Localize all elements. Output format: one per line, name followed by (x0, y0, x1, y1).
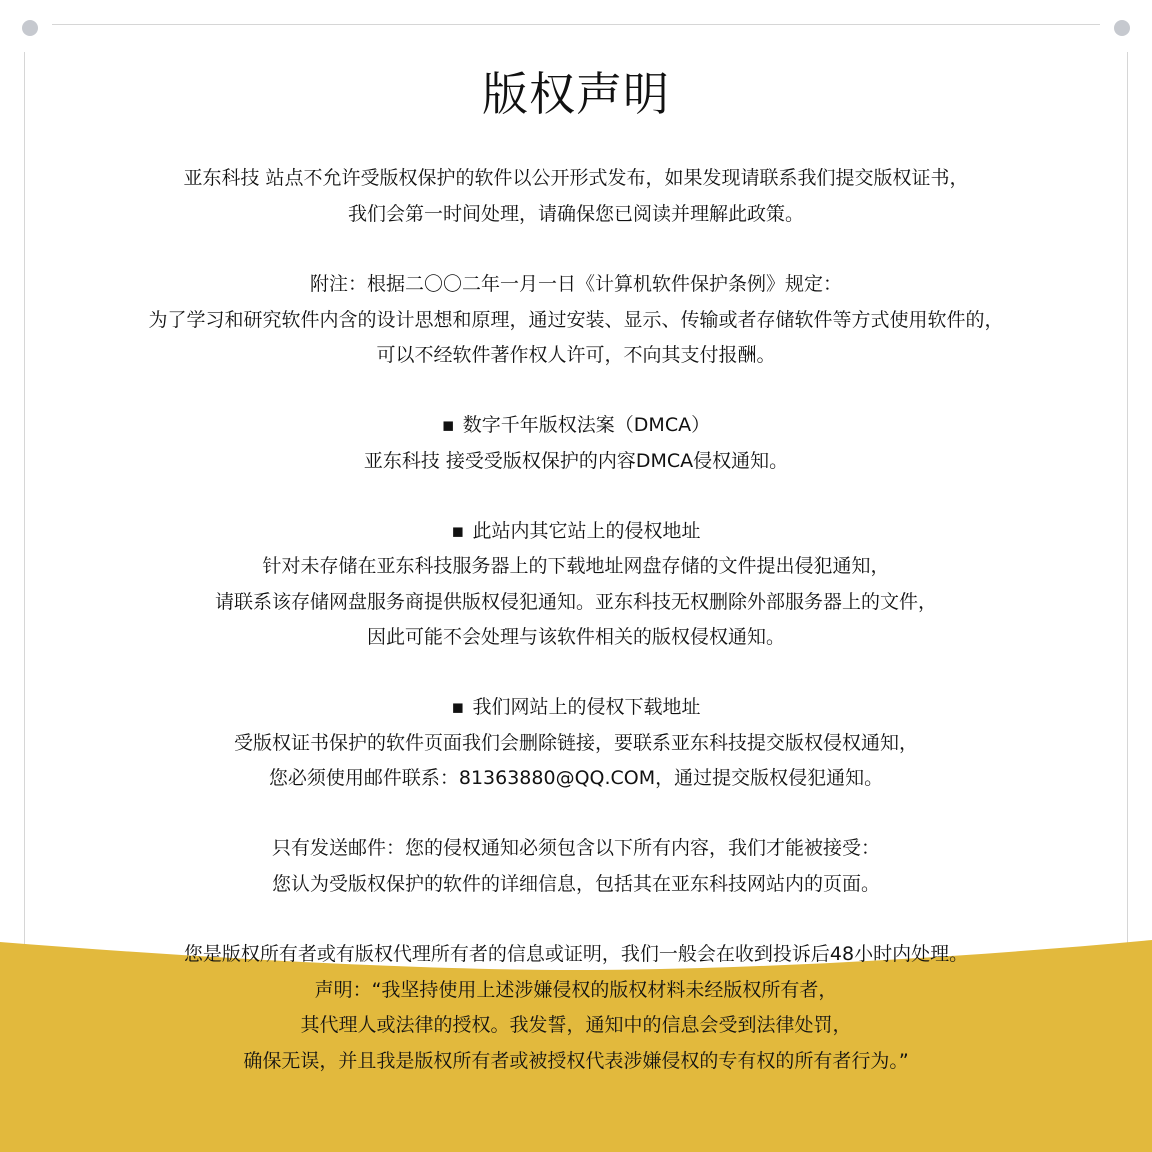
section-heading-text: 我们网站上的侵权下载地址 (472, 696, 701, 718)
section-external-line-1: 针对未存储在亚东科技服务器上的下载地址网盘存储的文件提出侵犯通知， (262, 555, 890, 577)
page-title: 版权声明 (482, 67, 670, 121)
section-heading-text: 此站内其它站上的侵权地址 (472, 520, 701, 542)
intro-line-2: 我们会第一时间处理，请确保您已阅读并理解此政策。 (347, 203, 804, 225)
statement-line-4: 确保无误，并且我是版权所有者或被授权代表涉嫌侵权的专有权的所有者行为。” (243, 1050, 909, 1072)
note-line-2: 为了学习和研究软件内含的设计思想和原理，通过安装、显示、传输或者存储软件等方式使用软件的， (148, 309, 1004, 331)
section-dmca-line-1: 亚东科技 接受受版权保护的内容DMCA侵权通知。 (363, 450, 789, 472)
frame-top-line (52, 24, 1100, 25)
corner-dot-left (22, 20, 38, 36)
note-line-3: 可以不经软件著作权人许可，不向其支付报酬。 (376, 344, 776, 366)
bullet-icon: ▪ (451, 520, 465, 542)
section-external-line-3: 因此可能不会处理与该软件相关的版权侵权通知。 (366, 626, 785, 648)
section-onsite-line-1: 受版权证书保护的软件页面我们会删除链接，要联系亚东科技提交版权侵权通知， (233, 732, 918, 754)
section-heading-text: 数字千年版权法案（DMCA） (462, 414, 711, 436)
requirements-line-2: 您认为受版权保护的软件的详细信息，包括其在亚东科技网站内的页面。 (271, 873, 880, 895)
section-onsite-heading (0, 692, 1152, 722)
section-dmca-heading (0, 410, 1152, 440)
intro-line-1: 亚东科技 站点不允许受版权保护的软件以公开形式发布，如果发现请联系我们提交版权证书， (183, 167, 969, 189)
section-onsite-line-2: 您必须使用邮件联系：81363880@QQ.COM，通过提交版权侵犯通知。 (268, 767, 884, 789)
requirements-line-1: 只有发送邮件：您的侵权通知必须包含以下所有内容，我们才能被接受： (271, 837, 880, 859)
corner-dot-right (1114, 20, 1130, 36)
note-line-1: 附注：根据二〇〇二年一月一日《计算机软件保护条例》规定： (309, 273, 842, 295)
bullet-icon: ▪ (451, 696, 465, 718)
section-external-heading (0, 516, 1152, 546)
section-external-line-2: 请联系该存储网盘服务商提供版权侵犯通知。亚东科技无权删除外部服务器上的文件， (214, 591, 937, 613)
statement-line-1: 您是版权所有者或有版权代理所有者的信息或证明，我们一般会在收到投诉后48小时内处理。 (183, 943, 969, 965)
statement-line-2: 声明：“我坚持使用上述涉嫌侵权的版权材料未经版权所有者， (314, 979, 838, 1001)
statement-line-3: 其代理人或法律的授权。我发誓，通知中的信息会受到法律处罚， (300, 1014, 852, 1036)
bullet-icon: ▪ (441, 414, 455, 436)
